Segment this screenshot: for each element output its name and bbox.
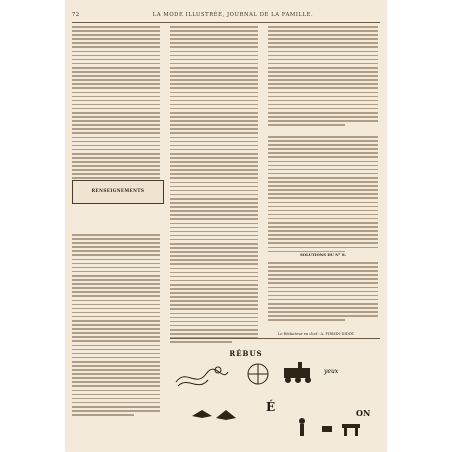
running-title: LA MODE ILLUSTRÉE, JOURNAL DE LA FAMILLE. (152, 12, 314, 18)
renseignements-banner (72, 180, 164, 204)
page-header (72, 10, 380, 20)
header-rule (72, 22, 380, 23)
rebus-letter-e: É (266, 400, 276, 414)
column-1 (72, 26, 160, 436)
journal-page (66, 0, 386, 452)
column-3-solutions-text (268, 262, 378, 323)
column-2-text (170, 26, 258, 345)
column-3-text-top (268, 26, 378, 128)
solutions-title: SOLUTIONS DU N° 8. (300, 252, 346, 257)
publisher-line: Le Rédacteur en chef : A. FIRMIN-DIDOT. (278, 332, 355, 336)
column-3-text-mid (268, 136, 378, 255)
rebus-text-on: ON (356, 408, 371, 418)
column-1-text-top (72, 26, 160, 190)
rebus-drawing-icon (172, 358, 380, 444)
column-1-text-bottom (72, 234, 160, 418)
page-number: 72 (72, 12, 80, 18)
rebus-title: RÉBUS (229, 349, 263, 358)
rebus-text-yeux: yeux (324, 368, 339, 375)
rebus-illustration (172, 358, 380, 444)
renseignements-title: RENSEIGNEMENTS (91, 188, 145, 193)
rebus-rule (170, 338, 380, 339)
